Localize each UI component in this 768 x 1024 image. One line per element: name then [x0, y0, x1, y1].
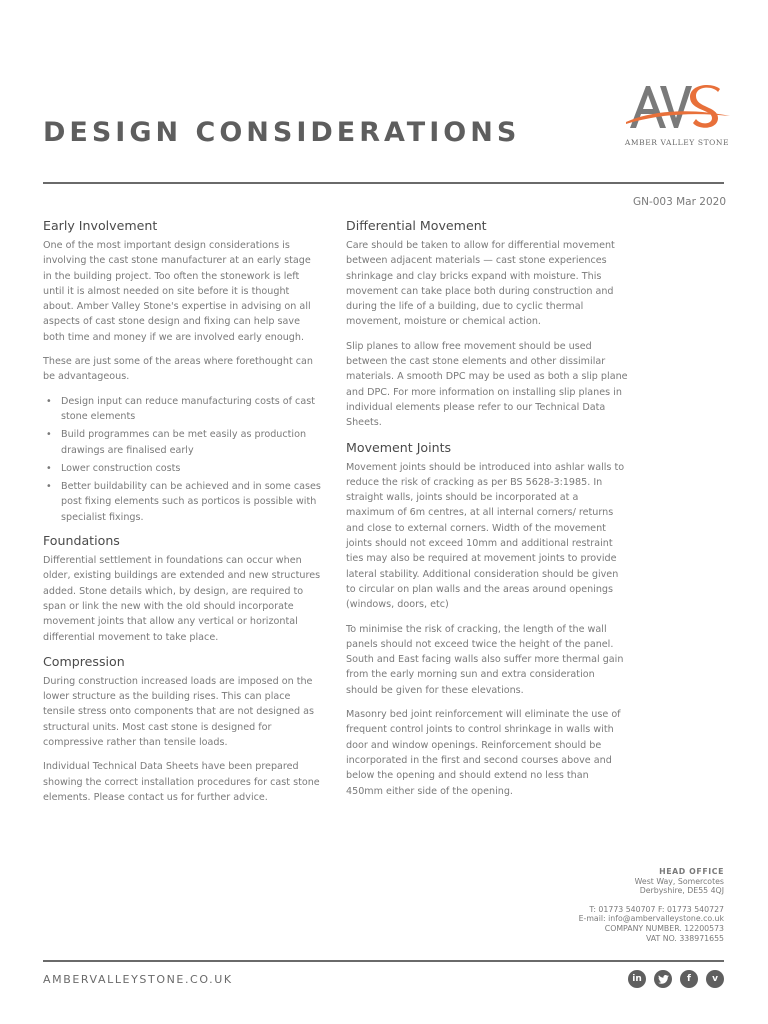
document-reference: GN-003 Mar 2020 [632, 196, 726, 208]
list-item-text: Build programmes can be met easily as production drawings are finalised early [61, 429, 307, 456]
vimeo-icon[interactable]: v [706, 970, 724, 988]
list-item [43, 461, 321, 476]
section-heading: Foundations [43, 533, 120, 549]
paragraph: Movement joints should be introduced into ashlar walls to reduce the risk of cracking as per BS 5628-3:1985. In straight walls, joints should be incorporated at a maximum of 6m centres, at all internal corners/ returns and close to external corners. Width of the movement joints should not exceed 10mm and additional restraint ties may also be required at movement joints to provide lateral stability. Additional consideration should be given to circular on plan walls and the areas around openings (windows, doors, etc) [346, 461, 625, 611]
paragraph: Slip planes to allow free movement should be used between the cast stone elements and other dissimilar materials. A smooth DPC may be used as both a slip plane and DPC. For more information on installing slip planes in individual elements please refer to our Technical Data Sheets. [346, 340, 628, 429]
section-heading: Differential Movement [346, 218, 487, 233]
right-column [346, 218, 628, 808]
section-heading: Compression [43, 653, 125, 669]
company-number: COMPANY NUMBER. 12200573 [604, 923, 724, 933]
head-office-contact [579, 867, 724, 943]
section-foundations [43, 533, 321, 645]
logo-wordmark: AMBER VALLEY STONE [624, 138, 730, 147]
paragraph: Individual Technical Data Sheets have been prepared showing the correct installation procedures for cast stone elements. Please contact us for further advice. [43, 761, 320, 803]
list-item [43, 479, 321, 525]
avs-logo-mark [622, 80, 732, 138]
left-column [43, 218, 321, 814]
address-line: West Way, Somercotes [634, 876, 724, 886]
head-office-title: HEAD OFFICE [659, 867, 724, 876]
list-item [43, 427, 321, 458]
bullet-list [43, 394, 321, 525]
email-address[interactable]: E-mail: info@ambervalleystone.co.uk [578, 914, 724, 924]
facebook-icon[interactable]: f [680, 970, 698, 988]
list-item-text: Lower construction costs [61, 462, 181, 474]
address-line: Derbyshire, DE55 4QJ [639, 886, 724, 896]
list-item-text: Design input can reduce manufacturing costs of cast stone elements [61, 395, 315, 422]
section-differential-movement [346, 218, 628, 431]
bullet-icon: • [46, 481, 52, 493]
bullet-icon: • [46, 395, 52, 407]
list-item [43, 394, 321, 425]
footer-divider [43, 960, 724, 962]
paragraph: These are just some of the areas where forethought can be advantageous. [43, 356, 314, 383]
section-early-involvement [43, 218, 321, 525]
bullet-icon: • [46, 462, 52, 474]
twitter-icon[interactable] [654, 970, 672, 988]
page-title: DESIGN CONSIDERATIONS [43, 117, 521, 148]
paragraph: To minimise the risk of cracking, the length of the wall panels should not exceed twice the height of the panel. South and East facing walls also suffer more thermal gain from the early morning sun and extra consideration should be given for these elevations. [346, 623, 624, 696]
header-divider [43, 182, 724, 184]
section-heading: Early Involvement [43, 218, 158, 233]
bullet-icon: • [46, 429, 52, 441]
section-movement-joints [346, 440, 628, 799]
section-heading: Movement Joints [346, 439, 452, 455]
paragraph: Care should be taken to allow for differential movement between adjacent materials — cast stone experiences shrinkage and clay bricks expand with moisture. This movement can take place both during construction and during the life of a building, due to cyclic thermal movement, moisture or chemical action. [346, 240, 615, 328]
section-compression [43, 654, 321, 805]
company-logo [622, 80, 732, 152]
paragraph: Differential settlement in foundations can occur when older, existing buildings are extended and new structures added. Stone details which, by design, are required to span or link the new with the old should incorporate movement joints that allow any vertical or horizontal differential movement to take place. [43, 555, 321, 643]
linkedin-icon[interactable]: in [628, 970, 646, 988]
website-link[interactable]: AMBERVALLEYSTONE.CO.UK [43, 973, 233, 986]
paragraph: During construction increased loads are imposed on the lower structure as the building rises. This can place tensile stress onto components that are not designed as structural units. Most cast stone is designed for compressive rather than tensile loads. [43, 675, 315, 749]
vat-number: VAT NO. 338971655 [645, 933, 724, 943]
phone-numbers: T: 01773 540707 F: 01773 540727 [589, 904, 724, 914]
paragraph: Masonry bed joint reinforcement will eliminate the use of frequent control joints to control shrinkage in walls with door and window openings. Reinforcement should be incorporated in the first and second courses above and below the opening and should extend no less than 450mm either side of the opening. [346, 709, 621, 797]
social-links [628, 970, 724, 988]
list-item-text: Better buildability can be achieved and in some cases post fixing elements such as porticos is possible with specialist fixings. [61, 481, 321, 523]
paragraph: One of the most important design considerations is involving the cast stone manufacturer at an early stage in the building project. Too often the stonework is left until it is almost needed on site before it is thought about. Amber Valley Stone's expertise in advising on all aspects of cast stone design and fixing can help save both time and money if we are involved early enough. [43, 240, 311, 343]
